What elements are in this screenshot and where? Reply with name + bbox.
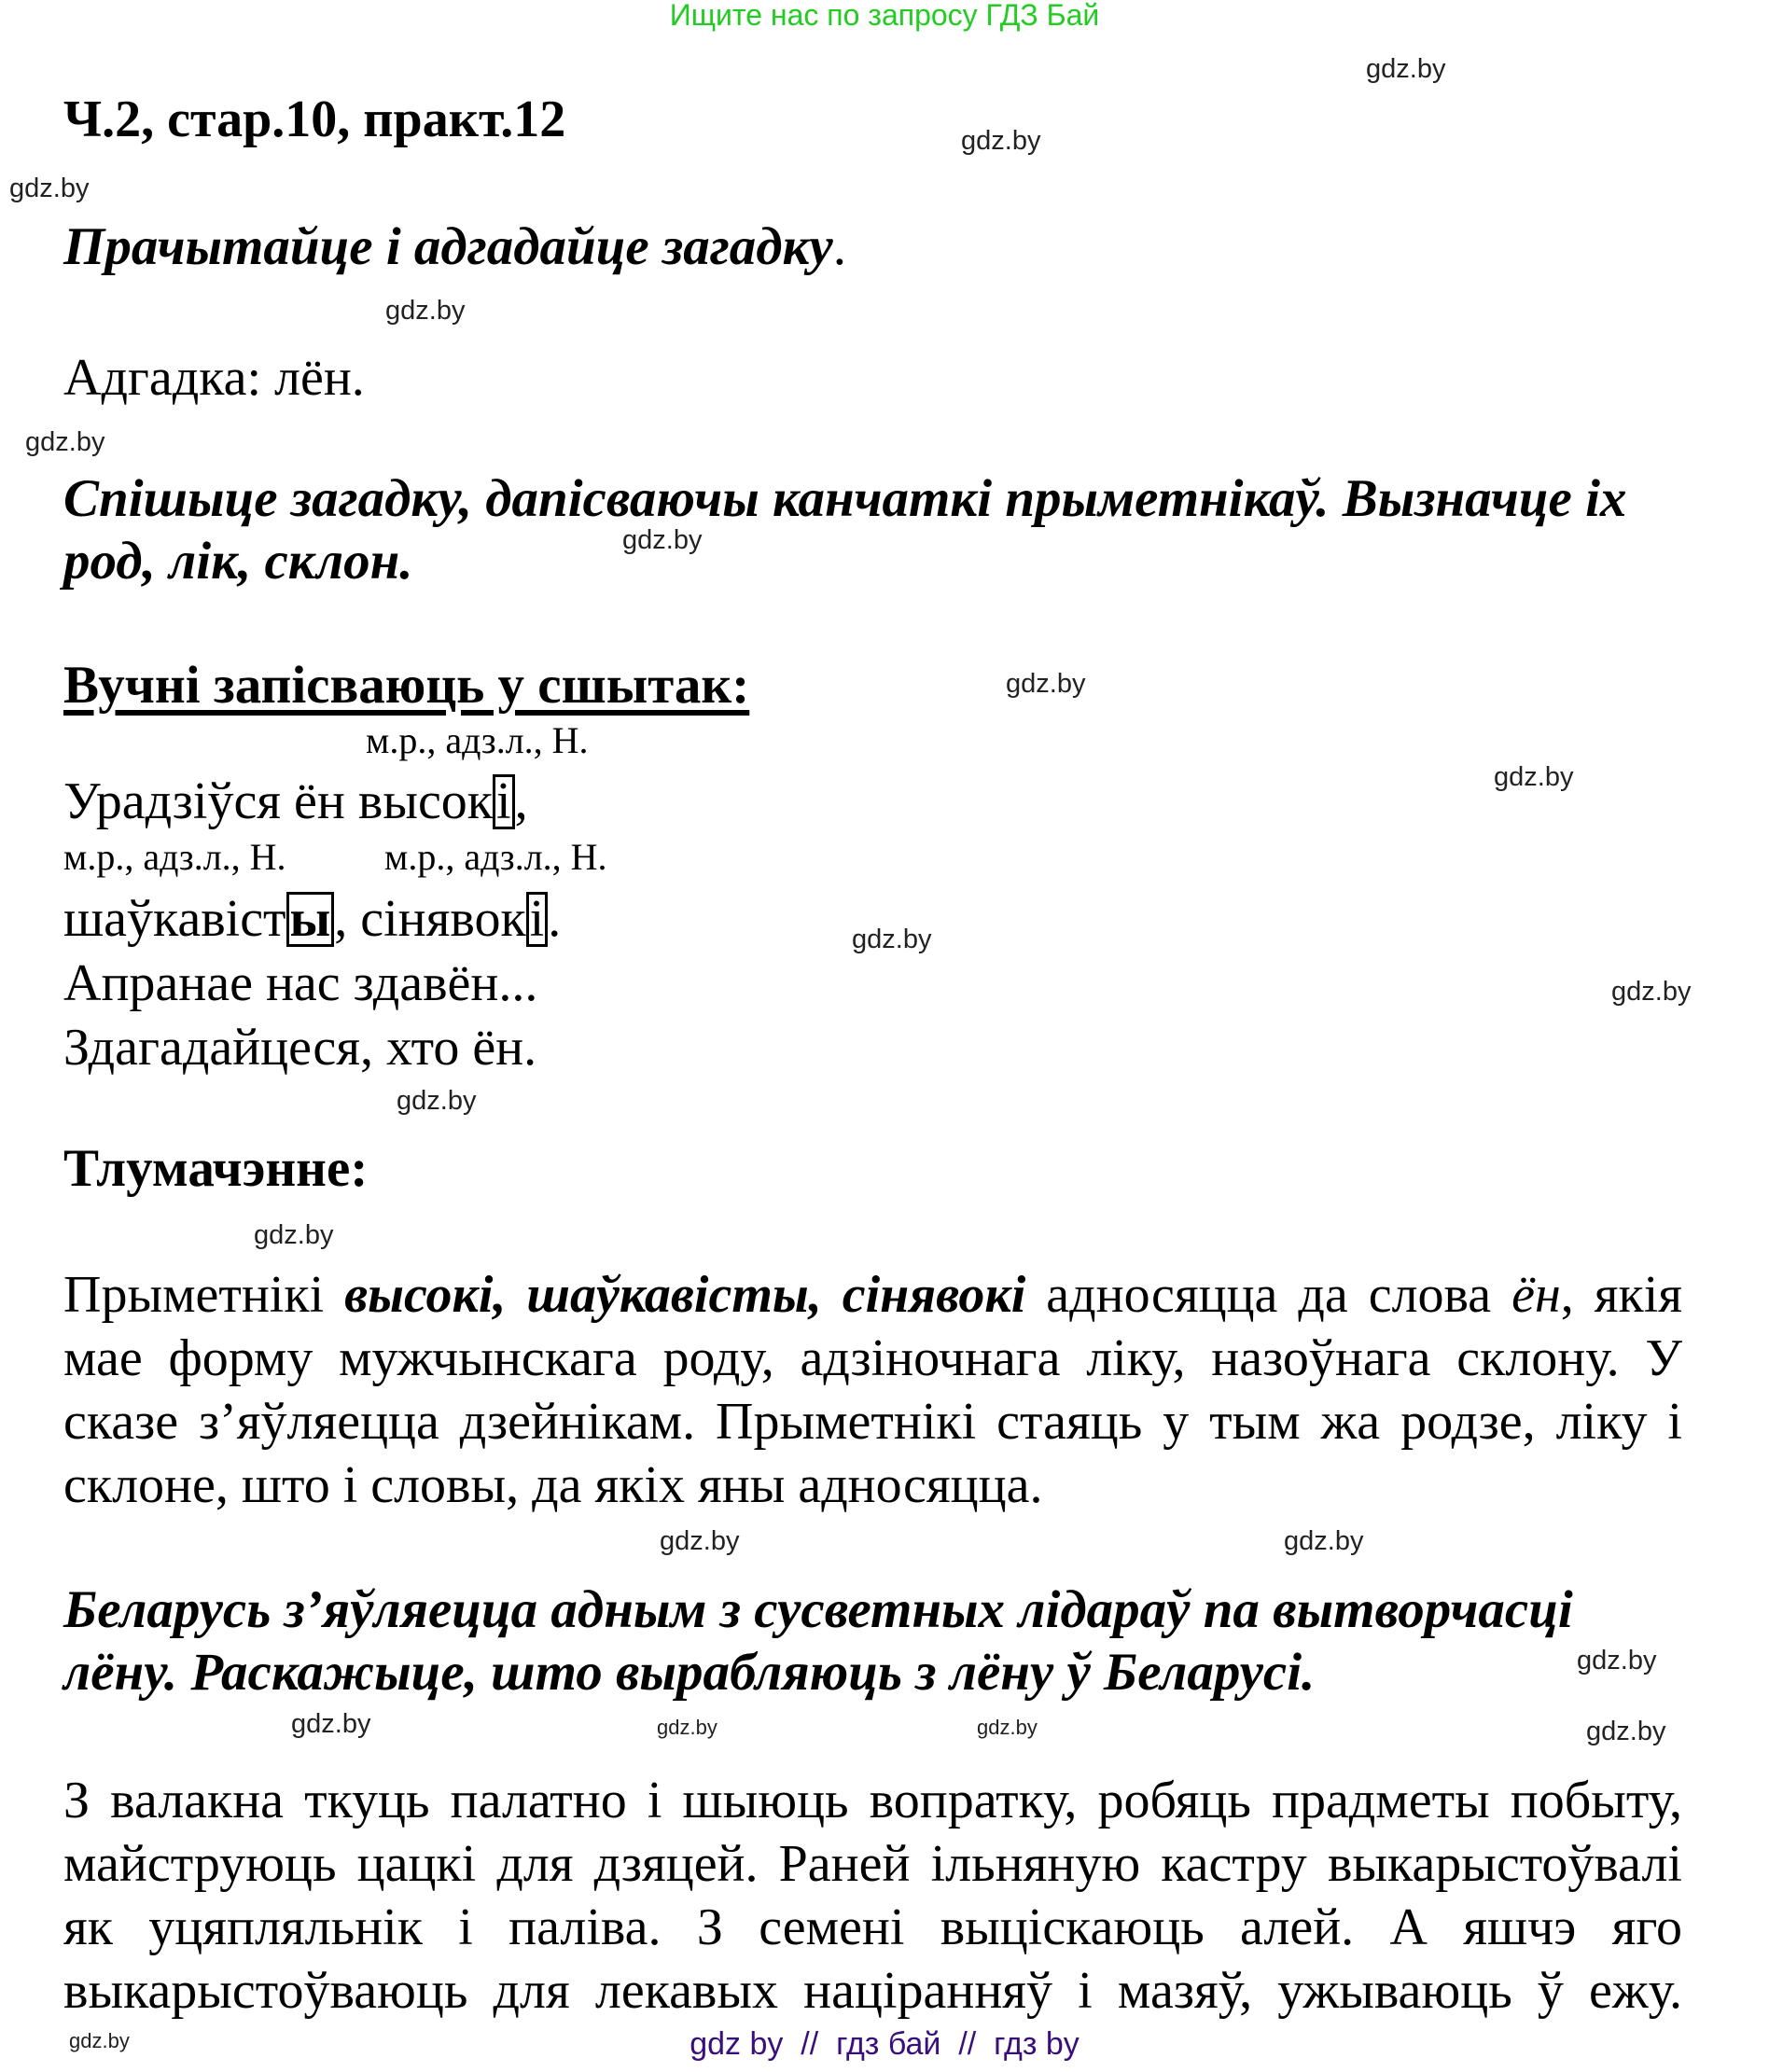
watermark: gdz.by	[397, 1086, 477, 1116]
watermark: gdz.by	[1366, 54, 1446, 84]
paragraph-line: як уцяпляльнік і паліва. З семені выціскаюць алей. А яшчэ яго	[63, 1898, 1682, 1956]
watermark: gdz.by	[291, 1709, 371, 1739]
paragraph-line: сказе з’яўляецца дзейнікам. Прыметнікі стаяць у тым жа родзе, ліку і	[63, 1393, 1682, 1451]
grammar-annotation: м.р., адз.л., Н.	[63, 836, 286, 878]
watermark: gdz.by	[385, 296, 466, 326]
watermark: gdz.by	[1006, 669, 1086, 699]
riddle-line-2: шаўкавісты, сінявокі.	[63, 890, 562, 948]
paragraph-line: З валакна ткуць палатно і шыюць вопратку, робяць прадметы побыту,	[63, 1772, 1682, 1829]
watermark: gdz.by	[1611, 977, 1692, 1007]
paragraph-line: мае форму мужчынскага роду, адзіночнага ліку, назоўнага склону. У	[63, 1329, 1682, 1387]
explanation-heading: Тлумачэнне:	[63, 1139, 369, 1198]
watermark: gdz.by	[961, 126, 1041, 156]
watermark: gdz.by	[69, 2029, 130, 2052]
watermark: gdz.by	[25, 427, 105, 457]
paragraph-line: Прыметнікі высокі, шаўкавісты, сінявокі адносяцца да слова ён, якія	[63, 1266, 1683, 1324]
notebook-heading: Вучні запісваюць у сшытак:	[63, 656, 750, 715]
riddle-answer: Адгадка: лён.	[63, 349, 365, 407]
watermark: gdz.by	[254, 1220, 334, 1250]
task-copy-line2: род, лік, склон.	[63, 532, 413, 591]
task-period: .	[832, 217, 846, 276]
grammar-annotation: м.р., адз.л., Н.	[384, 836, 607, 878]
watermark: gdz.by	[977, 1716, 1038, 1739]
page-title: Ч.2, стар.10, практ.12	[63, 90, 566, 148]
riddle-line-4: Здагадайцеся, хто ён.	[63, 1019, 537, 1077]
watermark: gdz.by	[1586, 1717, 1666, 1746]
paragraph-line: майструюць цацкі для дзяцей. Раней ільняную кастру выкарыстоўвалі	[63, 1835, 1682, 1893]
ending-box: ы	[286, 892, 335, 947]
watermark: gdz.by	[1494, 762, 1574, 792]
grammar-annotation: м.р., адз.л., Н.	[366, 719, 589, 761]
task-flax-line1: Беларусь з’яўляецца адным з сусветных лідараў па вытворчасці	[63, 1580, 1573, 1639]
explanation-paragraph	[63, 1263, 1682, 1517]
watermark: gdz.by	[657, 1716, 717, 1739]
watermark: gdz.by	[1284, 1526, 1364, 1556]
task-copy-line1: Спішыце загадку, дапісваючы канчаткі прыметнікаў. Вызначце іх	[63, 469, 1627, 528]
paragraph-line: выкарыстоўваюць для лекавых націранняў і мазяў, ужываюць ў ежу.	[63, 1962, 1682, 2020]
riddle-line-1: Урадзіўся ён высокі,	[63, 772, 528, 830]
task-flax-line2: лёну. Раскажыце, што вырабляюць з лёну ў Беларусі.	[63, 1643, 1316, 1702]
task-text: Прачытайце і адгадайце загадку	[63, 217, 833, 276]
paragraph-line: склоне, што і словы, да якіх яны адносяцца.	[63, 1456, 1043, 1514]
ending-box: і	[526, 892, 549, 947]
search-banner: Ищите нас по запросу ГДЗ Бай	[669, 0, 1100, 32]
watermark: gdz.by	[852, 925, 932, 954]
watermark: gdz.by	[9, 174, 90, 203]
ending-box: і	[493, 774, 515, 829]
watermark: gdz.by	[660, 1526, 740, 1556]
riddle-line-3: Апранае нас здавён...	[63, 954, 538, 1012]
flax-answer-paragraph	[63, 1769, 1682, 2023]
task-read-riddle	[63, 216, 846, 278]
watermark: gdz.by	[1577, 1646, 1657, 1676]
watermark: gdz.by	[622, 525, 703, 555]
footer-links: gdz by // гдз бай // гдз by	[689, 2026, 1080, 2062]
